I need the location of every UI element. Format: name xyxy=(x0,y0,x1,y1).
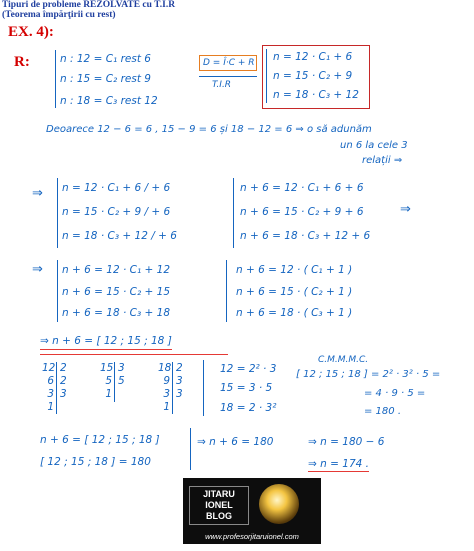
step1-right-1: n + 6 = 12 · C₁ + 6 + 6 xyxy=(240,182,364,194)
tir-arrow-line xyxy=(199,76,257,77)
logo-text xyxy=(189,486,249,525)
factor-18-l2: 9 xyxy=(163,375,170,387)
cmmmc-line-2: = 4 · 9 · 5 = xyxy=(364,388,426,399)
answer-label: R: xyxy=(14,54,30,70)
given-brace xyxy=(55,50,56,108)
step2-left-2: n + 6 = 15 · C₂ + 15 xyxy=(62,286,171,298)
factor-12-l3: 3 xyxy=(47,388,54,400)
given-line-3: n : 18 = C₃ rest 12 xyxy=(60,95,158,107)
factor-15-r1: 3 xyxy=(118,362,125,374)
factor-12-r3: 3 xyxy=(60,388,67,400)
factor-18-l1: 18 xyxy=(158,362,172,374)
factor-18-r1: 2 xyxy=(176,362,183,374)
step2-left-3: n + 6 = 18 · C₃ + 18 xyxy=(62,307,171,319)
final-answer: ⇒ n = 174 . xyxy=(308,458,369,470)
final-brace xyxy=(190,428,191,470)
cmmmc-line-1: [ 12 ; 15 ; 18 ] = 2² · 3² · 5 = xyxy=(296,369,441,380)
cmmmc-title: C.M.M.M.C. xyxy=(318,355,369,365)
step2-right-2: n + 6 = 15 · ( C₂ + 1 ) xyxy=(236,286,353,298)
step1-arrow: ⇒ xyxy=(32,186,43,201)
multiple-statement: ⇒ n + 6 = [ 12 ; 15 ; 18 ] xyxy=(40,335,172,350)
lightbulb-icon xyxy=(259,484,299,524)
separator-line xyxy=(40,354,228,355)
step2-left-1: n + 6 = 12 · C₁ + 12 xyxy=(62,264,171,276)
factor-12-r1: 2 xyxy=(60,362,67,374)
reason-line-1: Deoarece 12 − 6 = 6 , 15 − 9 = 6 și 18 − 12 = 6 ⇒ o să adunăm xyxy=(46,124,372,135)
decomp-18: 18 = 2 · 3² xyxy=(220,402,277,414)
factor-15-l2: 5 xyxy=(105,375,112,387)
result-line-3: n = 18 · C₃ + 12 xyxy=(273,89,359,101)
header-subtitle: (Teorema împărţirii cu rest) xyxy=(2,10,116,20)
blog-logo[interactable] xyxy=(183,478,321,544)
given-line-1: n : 12 = C₁ rest 6 xyxy=(60,53,151,65)
step2-right-3: n + 6 = 18 · ( C₃ + 1 ) xyxy=(236,307,353,319)
result-line-1: n = 12 · C₁ + 6 xyxy=(273,51,353,63)
factor-12-l4: 1 xyxy=(47,401,54,413)
final-left-1: n + 6 = [ 12 ; 15 ; 18 ] xyxy=(40,434,160,446)
factor-12-bar xyxy=(56,362,57,414)
result-line-2: n = 15 · C₂ + 9 xyxy=(273,70,353,82)
result-brace xyxy=(266,49,267,103)
step1-right-2: n + 6 = 15 · C₂ + 9 + 6 xyxy=(240,206,364,218)
factor-18-l3: 3 xyxy=(163,388,170,400)
tir-formula-box xyxy=(199,55,257,71)
factor-15-r2: 5 xyxy=(118,375,125,387)
step1-right-3: n + 6 = 18 · C₃ + 12 + 6 xyxy=(240,230,371,242)
step1-left-3: n = 18 · C₃ + 12 / + 6 xyxy=(62,230,177,242)
final-right-1: ⇒ n = 180 − 6 xyxy=(308,436,385,448)
step2-arrow: ⇒ xyxy=(32,262,43,277)
logo-url[interactable]: www.profesorjitaruionel.com xyxy=(205,532,299,541)
tir-label: T.I.R xyxy=(212,80,232,90)
given-line-2: n : 15 = C₂ rest 9 xyxy=(60,73,151,85)
final-mid: ⇒ n + 6 = 180 xyxy=(197,436,274,448)
cmmmc-line-3: = 180 . xyxy=(364,406,402,417)
decomp-12: 12 = 2² · 3 xyxy=(220,363,277,375)
factor-divider xyxy=(203,360,204,416)
factor-15-l3: 1 xyxy=(105,388,112,400)
decomp-15: 15 = 3 · 5 xyxy=(220,382,273,394)
logo-text-1: JITARU xyxy=(203,489,235,499)
step2-left-brace xyxy=(57,260,58,322)
factor-18-r3: 3 xyxy=(176,388,183,400)
reason-line-2: un 6 la cele 3 xyxy=(340,140,408,151)
factor-12-l1: 12 xyxy=(42,362,56,374)
step1-arrow-right: ⇒ xyxy=(400,202,411,217)
logo-text-3: BLOG xyxy=(206,511,232,521)
tir-formula: D = Î·C + R xyxy=(203,58,255,68)
logo-text-2: IONEL xyxy=(205,500,233,510)
step1-left-2: n = 15 · C₂ + 9 / + 6 xyxy=(62,206,171,218)
factor-15-l1: 15 xyxy=(100,362,114,374)
factor-12-r2: 2 xyxy=(60,375,67,387)
reason-line-3: relații ⇒ xyxy=(362,155,403,166)
header-title: Tipuri de probleme REZOLVATE cu T.I.R xyxy=(2,0,176,10)
step1-left-brace xyxy=(57,178,58,248)
step2-right-1: n + 6 = 12 · ( C₁ + 1 ) xyxy=(236,264,353,276)
step2-right-brace xyxy=(226,260,227,322)
document-header xyxy=(2,0,302,20)
final-left-2: [ 12 ; 15 ; 18 ] = 180 xyxy=(40,456,151,468)
factor-12-l2: 6 xyxy=(47,375,54,387)
factor-18-r2: 3 xyxy=(176,375,183,387)
step1-right-brace xyxy=(233,178,234,248)
step1-left-1: n = 12 · C₁ + 6 / + 6 xyxy=(62,182,171,194)
factor-15-bar xyxy=(114,362,115,402)
result-box xyxy=(262,45,370,109)
exercise-label: EX. 4): xyxy=(8,24,54,40)
factor-18-l4: 1 xyxy=(163,401,170,413)
factor-18-bar xyxy=(172,362,173,414)
